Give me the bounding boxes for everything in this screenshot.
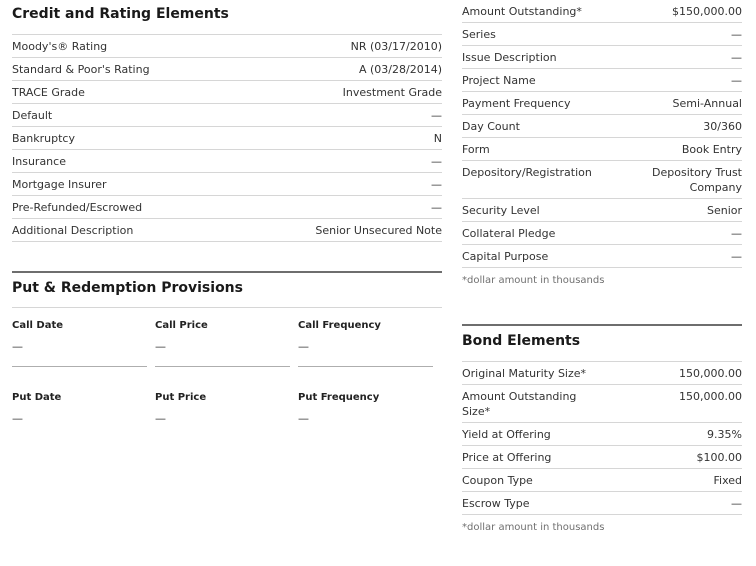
row-value: — (431, 155, 442, 168)
row-label: Project Name (462, 74, 536, 87)
call-frequency-cell (298, 320, 433, 367)
row-value: Book Entry (681, 143, 742, 156)
price-at-offering-row (462, 446, 742, 469)
security-level-row (462, 199, 742, 222)
cell-underline (155, 366, 290, 367)
call-price-cell (155, 320, 290, 367)
insurance-row (12, 150, 442, 173)
day-count-row (462, 115, 742, 138)
row-value: Depository Trust Company (652, 166, 742, 194)
row-value: Fixed (713, 474, 742, 487)
row-label: Standard & Poor's Rating (12, 63, 150, 76)
row-label: Additional Description (12, 224, 134, 237)
row-value: Semi-Annual (672, 97, 742, 110)
additional-description-row (12, 219, 442, 242)
row-label: Payment Frequency (462, 97, 571, 110)
amount-outstanding-size-row (462, 385, 742, 423)
row-label: TRACE Grade (12, 86, 85, 99)
row-label: Coupon Type (462, 474, 533, 487)
project-name-row (462, 69, 742, 92)
original-maturity-size-row (462, 362, 742, 385)
row-value: $100.00 (696, 451, 742, 464)
put-price-value: — (155, 412, 166, 425)
row-label: Issue Description (462, 51, 557, 64)
call-frequency-value: — (298, 340, 309, 353)
call-frequency-header: Call Frequency (298, 320, 381, 331)
amount-outstanding-row (462, 0, 742, 23)
coupon-type-row (462, 469, 742, 492)
bankruptcy-row (12, 127, 442, 150)
call-price-value: — (155, 340, 166, 353)
row-label: Amount Outstanding* (462, 5, 582, 18)
row-label: Form (462, 143, 490, 156)
row-label: Pre-Refunded/Escrowed (12, 201, 143, 214)
put-price-cell (155, 392, 290, 425)
row-label: Capital Purpose (462, 250, 549, 263)
pre-refunded-row (12, 196, 442, 219)
cell-underline (12, 366, 147, 367)
put-date-cell (12, 392, 147, 425)
row-value: — (731, 51, 742, 64)
yield-at-offering-row (462, 423, 742, 446)
put-redemption-section-title: Put & Redemption Provisions (12, 280, 243, 296)
call-date-value: — (12, 340, 23, 353)
section-divider (462, 324, 742, 326)
credit-section-title: Credit and Rating Elements (12, 6, 229, 22)
row-label: Collateral Pledge (462, 227, 556, 240)
depository-row (462, 161, 742, 199)
call-price-header: Call Price (155, 320, 208, 331)
row-value: — (431, 178, 442, 191)
put-frequency-cell (298, 392, 433, 425)
put-frequency-header: Put Frequency (298, 392, 380, 403)
row-value: Investment Grade (342, 86, 442, 99)
row-label: Mortgage Insurer (12, 178, 107, 191)
row-value: 150,000.00 (679, 367, 742, 380)
bond-section-title: Bond Elements (462, 333, 581, 349)
moodys-rating-row (12, 35, 442, 58)
put-price-header: Put Price (155, 392, 207, 403)
collateral-pledge-row (462, 222, 742, 245)
row-label: Bankruptcy (12, 132, 75, 145)
row-label: Insurance (12, 155, 66, 168)
put-date-value: — (12, 412, 23, 425)
row-value: $150,000.00 (672, 5, 742, 18)
bond-footnote: *dollar amount in thousands (462, 522, 605, 533)
default-row (12, 104, 442, 127)
row-value: 30/360 (703, 120, 742, 133)
row-value: Senior (706, 204, 742, 217)
series-row (462, 23, 742, 46)
row-value: — (431, 109, 442, 122)
row-value: Senior Unsecured Note (315, 224, 442, 237)
section-divider (12, 271, 442, 273)
escrow-type-row (462, 492, 742, 515)
row-label: Day Count (462, 120, 520, 133)
row-label: Moody's® Rating (12, 40, 108, 53)
issue-table (462, 0, 742, 286)
put-frequency-value: — (298, 412, 309, 425)
row-label: Price at Offering (462, 451, 552, 464)
row-value: — (731, 28, 742, 41)
call-date-header: Call Date (12, 320, 64, 331)
row-label: Escrow Type (462, 497, 530, 510)
put-redemption-title-rule (12, 307, 442, 308)
cell-underline (298, 366, 433, 367)
row-label: Depository/Registration (462, 166, 592, 179)
row-value: A (03/28/2014) (358, 63, 442, 76)
issue-footnote: *dollar amount in thousands (462, 275, 605, 286)
row-label: Amount Outstanding Size* (462, 390, 577, 418)
row-label: Security Level (462, 204, 540, 217)
row-label: Series (462, 28, 496, 41)
call-date-cell (12, 320, 147, 367)
row-value: 9.35% (707, 428, 742, 441)
row-label: Original Maturity Size* (462, 367, 587, 380)
row-label: Default (12, 109, 53, 122)
put-date-header: Put Date (12, 392, 62, 403)
mortgage-insurer-row (12, 173, 442, 196)
capital-purpose-row (462, 245, 742, 268)
row-value: — (431, 201, 442, 214)
row-value: — (731, 497, 742, 510)
trace-grade-row (12, 81, 442, 104)
row-value: 150,000.00 (679, 390, 742, 403)
form-row (462, 138, 742, 161)
row-value: — (731, 227, 742, 240)
credit-table (12, 34, 442, 242)
bond-table (462, 361, 742, 533)
payment-frequency-row (462, 92, 742, 115)
row-value: NR (03/17/2010) (350, 40, 442, 53)
issue-description-row (462, 46, 742, 69)
row-label: Yield at Offering (462, 428, 551, 441)
row-value: N (433, 132, 442, 145)
sp-rating-row (12, 58, 442, 81)
row-value: — (731, 74, 742, 87)
row-value: — (731, 250, 742, 263)
